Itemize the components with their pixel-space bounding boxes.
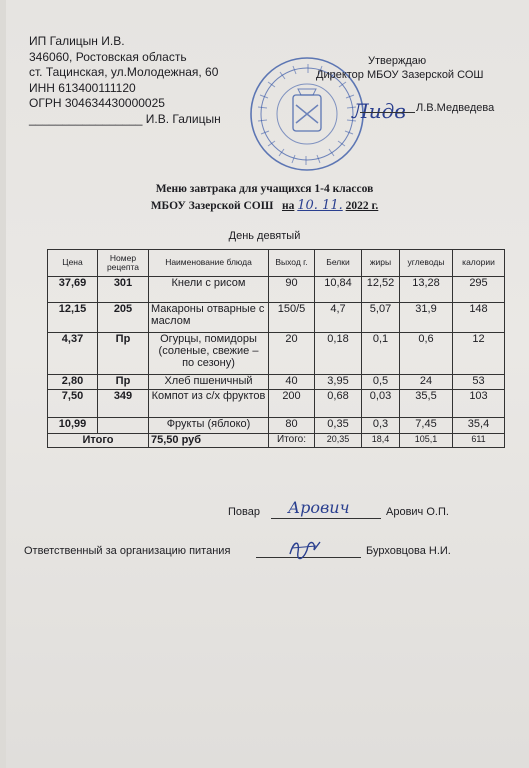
cell-dish: Макароны отварные с маслом xyxy=(149,303,269,333)
approval-word: Утверждаю xyxy=(368,55,427,67)
col-header: Цена xyxy=(48,250,98,277)
cell-recipe: 349 xyxy=(98,390,149,418)
cell-fat: 0,1 xyxy=(362,333,400,375)
menu-table xyxy=(47,249,505,448)
cell-recipe: 205 xyxy=(98,303,149,333)
col-header: Белки xyxy=(315,250,362,277)
cell-dish: Кнели с рисом xyxy=(149,277,269,303)
cell-carbs: 7,45 xyxy=(400,418,453,434)
col-header: жиры xyxy=(362,250,400,277)
col-header: углеводы xyxy=(400,250,453,277)
cell-kcal: 35,4 xyxy=(453,418,505,434)
table-header-row xyxy=(48,250,505,277)
cell-fat: 12,52 xyxy=(362,277,400,303)
cell-kcal: 148 xyxy=(453,303,505,333)
cell-fat: 0,03 xyxy=(362,390,400,418)
col-header: калории xyxy=(453,250,505,277)
cook-signature: Арович xyxy=(288,498,350,517)
org-line: 346060, Ростовская область xyxy=(29,49,187,64)
cell-recipe xyxy=(98,418,149,434)
cell-protein: 10,84 xyxy=(315,277,362,303)
cell-protein: 4,7 xyxy=(315,303,362,333)
cell-kcal: 295 xyxy=(453,277,505,303)
org-line: ИП Галицын И.В. xyxy=(29,34,125,48)
cell-price: 2,80 xyxy=(48,375,98,390)
col-header: Выход г. xyxy=(269,250,315,277)
director-sign-line xyxy=(360,112,415,113)
cell-output: 80 xyxy=(269,418,315,434)
school-name: МБОУ Зазерской СОШ xyxy=(150,200,274,212)
col-header: Наименование блюда xyxy=(149,250,269,277)
total-label2: Итого: xyxy=(269,434,315,448)
table-row xyxy=(48,333,505,375)
director-signature-text: Лидв xyxy=(352,99,406,123)
total-fat: 18,4 xyxy=(362,434,400,448)
cell-protein: 0,18 xyxy=(315,333,362,375)
cell-carbs: 13,28 xyxy=(400,277,453,303)
total-carbs: 105,1 xyxy=(400,434,453,448)
menu-title: Меню завтрака для учащихся 1-4 классов xyxy=(155,183,374,195)
responsible-signature-icon xyxy=(286,536,326,562)
cell-dish: Огурцы, помидоры (соленые, свежие – по сезону) xyxy=(149,333,269,375)
cell-kcal: 53 xyxy=(453,375,505,390)
cell-recipe: Пр xyxy=(98,375,149,390)
responsible-label: Ответственный за организацию питания xyxy=(24,545,231,557)
table-row xyxy=(48,303,505,333)
cell-price: 10,99 xyxy=(48,418,98,434)
total-sum: 75,50 руб xyxy=(149,434,269,448)
date-na: на xyxy=(281,200,295,212)
table-total-row xyxy=(48,434,505,448)
cell-output: 150/5 xyxy=(269,303,315,333)
cell-fat: 0,5 xyxy=(362,375,400,390)
cell-carbs: 0,6 xyxy=(400,333,453,375)
org-line: ОГРН 304634430000025 xyxy=(29,96,165,110)
org-line: ИНН 613400111120 xyxy=(29,80,136,95)
cell-price: 12,15 xyxy=(48,303,98,333)
cell-dish: Компот из с/х фруктов xyxy=(149,390,269,418)
org-line: ст. Тацинская, ул.Молодежная, 60 xyxy=(29,65,219,79)
cook-sign-line xyxy=(271,518,381,519)
organization-block xyxy=(29,34,221,127)
cell-recipe: 301 xyxy=(98,277,149,303)
cell-protein: 0,68 xyxy=(315,390,362,418)
director-name: Л.В.Медведева xyxy=(416,102,495,114)
cell-kcal: 103 xyxy=(453,390,505,418)
cell-dish: Хлеб пшеничный xyxy=(149,375,269,390)
org-signature-line: _________________ И.В. Галицын xyxy=(29,111,221,126)
col-header: Номер рецепта xyxy=(98,250,149,277)
cell-output: 90 xyxy=(269,277,315,303)
cell-recipe: Пр xyxy=(98,333,149,375)
cell-output: 20 xyxy=(269,333,315,375)
date-year: 2022 г. xyxy=(345,200,379,212)
cell-price: 7,50 xyxy=(48,390,98,418)
cell-kcal: 12 xyxy=(453,333,505,375)
total-kcal: 611 xyxy=(453,434,505,448)
cook-label: Повар xyxy=(228,506,260,518)
cell-carbs: 24 xyxy=(400,375,453,390)
cell-output: 40 xyxy=(269,375,315,390)
table-row xyxy=(48,277,505,303)
cell-price: 4,37 xyxy=(48,333,98,375)
table-row xyxy=(48,418,505,434)
approval-position: Директор МБОУ Зазерской СОШ xyxy=(316,69,484,81)
total-protein: 20,35 xyxy=(315,434,362,448)
menu-subtitle xyxy=(0,198,529,213)
day-label: День девятый xyxy=(228,230,301,242)
table-row xyxy=(48,390,505,418)
cell-carbs: 31,9 xyxy=(400,303,453,333)
cell-output: 200 xyxy=(269,390,315,418)
date-handwritten: 10. 11. xyxy=(297,198,343,213)
cell-fat: 0,3 xyxy=(362,418,400,434)
cook-name: Арович О.П. xyxy=(386,506,449,518)
cell-carbs: 35,5 xyxy=(400,390,453,418)
cell-dish: Фрукты (яблоко) xyxy=(149,418,269,434)
cell-price: 37,69 xyxy=(48,277,98,303)
table-row xyxy=(48,375,505,390)
total-label: Итого xyxy=(48,434,149,448)
cell-protein: 0,35 xyxy=(315,418,362,434)
cell-fat: 5,07 xyxy=(362,303,400,333)
cell-protein: 3,95 xyxy=(315,375,362,390)
responsible-name: Бурховцова Н.И. xyxy=(366,545,451,557)
